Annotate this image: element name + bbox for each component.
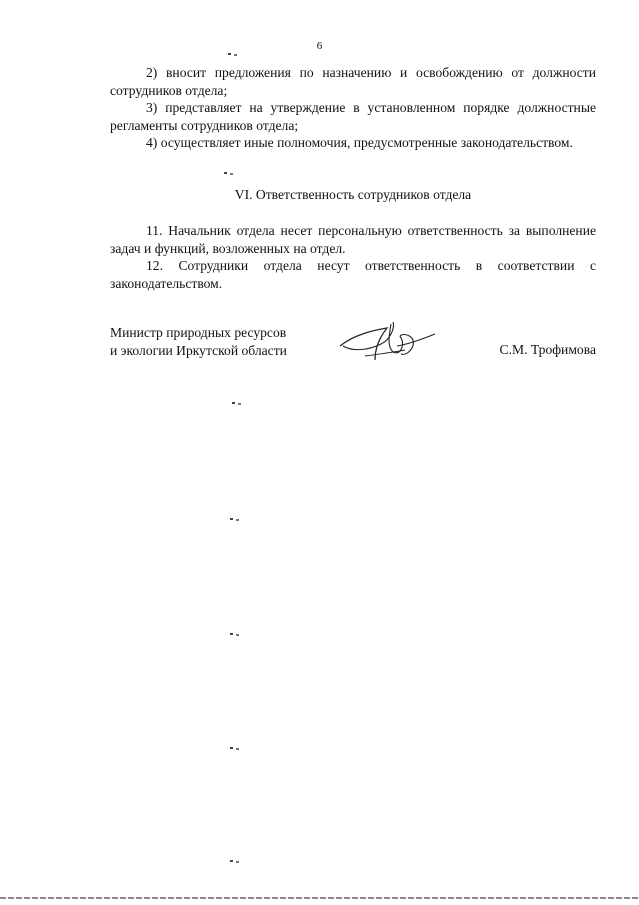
handwritten-signature	[335, 316, 440, 366]
scan-artifact	[230, 747, 240, 750]
scan-artifact	[224, 172, 234, 175]
section-heading: VI. Ответственность сотрудников отдела	[234, 187, 472, 202]
scan-artifact	[230, 633, 240, 636]
position-line: Министр природных ресурсов	[110, 325, 287, 340]
scan-artifact	[230, 518, 240, 521]
position-line: и экологии Иркутской области	[110, 343, 287, 358]
responsibility-section	[110, 222, 596, 292]
signatory-position	[110, 324, 287, 360]
scan-artifact	[232, 402, 242, 405]
scan-artifact	[228, 53, 238, 56]
scan-edge-line	[0, 897, 639, 899]
signatory-name: С.М. Трофимова	[499, 342, 596, 357]
page-number: 6	[316, 40, 323, 52]
powers-list	[110, 64, 596, 152]
list-item: 2) вносит предложения по назначению и освобождению от должности сотрудников отдела;	[110, 65, 596, 98]
list-item: 3) представляет на утверждение в установленном порядке должностные регламенты сотрудников отдела;	[110, 100, 596, 133]
paragraph: 11. Начальник отдела несет персональную ответственность за выполнение задач и функций, возложенных на отдел.	[110, 223, 596, 256]
scan-artifact	[230, 860, 240, 863]
list-item: 4) осуществляет иные полномочия, предусмотренные законодательством.	[146, 135, 573, 150]
paragraph: 12. Сотрудники отдела несут ответственность в соответствии с законодательством.	[110, 258, 596, 291]
